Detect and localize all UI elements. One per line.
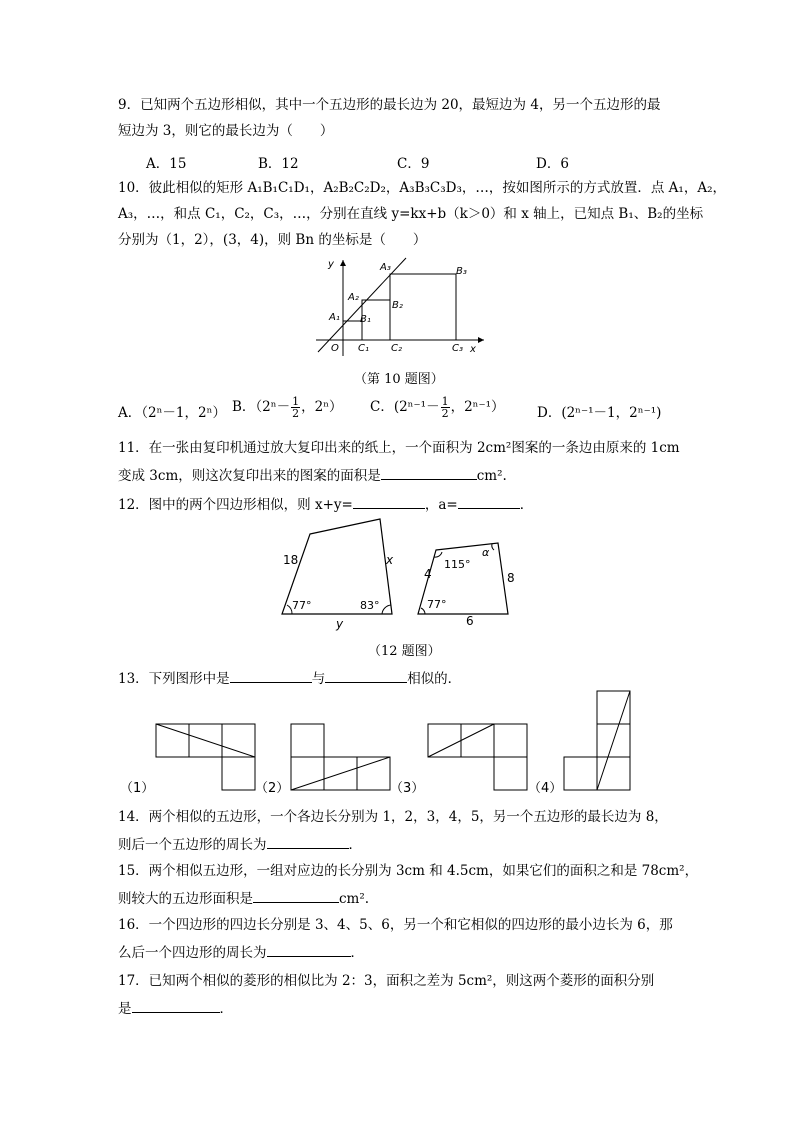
q12-pre: 12．图中的两个四边形相似，则 x+y= [118, 497, 353, 513]
q10-option-c [370, 395, 505, 419]
q10-caption: （第 10 题图） [354, 372, 444, 387]
q12-label-6: 6 [466, 614, 474, 628]
q17-line2 [118, 998, 233, 1018]
q13-mid: 与 [311, 671, 326, 687]
q13-label-2: （2） [255, 781, 290, 796]
q11-line2-pre: 变成 3cm，则这次复印出来的图案的面积是 [118, 468, 381, 484]
q15-line2-post: cm². [339, 891, 370, 907]
q10-line1: 10．彼此相似的矩形 A₁B₁C₁D₁，A₂B₂C₂D₂，A₃B₃C₃D₃，…，按如图所示的方式放置．点 A₁，A₂， [118, 180, 726, 196]
q15-line2-pre: 则较大的五边形面积是 [118, 891, 253, 907]
q12-label-18: 18 [283, 553, 299, 567]
q10-label-b2: B₂ [392, 300, 403, 311]
q12-post: ． [519, 497, 534, 513]
q12-label-4: 4 [424, 567, 432, 581]
q13-post: 相似的． [407, 671, 462, 687]
q13-first-blank[interactable] [230, 668, 312, 683]
q10-option-c-pre: C．(2ⁿ⁻¹－ [370, 399, 440, 415]
q13-line [118, 668, 461, 688]
q12-line [118, 494, 533, 514]
q9-option-c: C．9 [397, 156, 430, 172]
q10-option-c-denominator: 2 [441, 407, 449, 420]
q16-line2-pre: 么后一个四边形的周长为 [118, 945, 267, 961]
q11-line2 [118, 465, 507, 485]
q10-option-c-fraction [441, 396, 450, 419]
q9-line1: 9．已知两个五边形相似，其中一个五边形的最长边为 20，最短边为 4，另一个五边形的最 [118, 97, 661, 113]
q10-line3: 分别为（1，2），(3，4)，则 Bn 的坐标是（ ） [118, 232, 427, 248]
q10-option-b-numerator: 1 [292, 395, 300, 408]
q13-label-3: （3） [390, 781, 425, 796]
q14-line2-post: ． [348, 837, 362, 853]
q11-answer-blank[interactable] [381, 465, 477, 480]
q12-xy-blank[interactable] [353, 494, 425, 509]
q14-line1: 14．两个相似的五边形，一个各边长分别为 1，2，3，4，5，另一个五边形的最长边为 8， [118, 809, 668, 825]
q10-option-b-denominator: 2 [292, 407, 300, 420]
q10-option-b-fraction [291, 396, 300, 419]
q10-option-a: A．（2ⁿ－1，2ⁿ） [118, 405, 226, 421]
q10-option-b-pre: B．（2ⁿ－ [232, 399, 291, 415]
q10-option-d: D．(2ⁿ⁻¹－1，2ⁿ⁻¹) [537, 405, 662, 421]
q10-line2: A₃，…，和点 C₁，C₂，C₃，…，分别在直线 y=kx+b（k＞0）和 x 轴上，已知点 B₁、B₂的坐标 [118, 206, 704, 222]
q17-line2-post: ． [219, 1001, 233, 1017]
q10-label-c2: C₂ [391, 343, 402, 354]
q12-label-115: 115° [444, 558, 471, 571]
q12-label-83: 83° [360, 599, 380, 612]
q13-label-1: （1） [120, 781, 155, 796]
q12-label-y: y [336, 617, 344, 631]
q11-line1: 11．在一张由复印机通过放大复印出来的纸上，一个面积为 2cm²图案的一条边由原来的 1cm [118, 440, 680, 456]
q16-line2-post: ． [350, 945, 364, 961]
q17-line1: 17．已知两个相似的菱形的相似比为 2：3，面积之差为 5cm²，则这两个菱形的面积分别 [118, 973, 655, 989]
q10-label-c3: C₃ [452, 343, 463, 354]
q14-line2 [118, 834, 362, 854]
q16-line1: 16．一个四边形的四边长分别是 3、4、5、6，另一个和它相似的四边形的最小边长为 6，那 [118, 917, 673, 933]
q12-label-alpha: α [482, 546, 490, 559]
q9-option-b: B．12 [258, 156, 299, 172]
q11-line2-post: cm². [476, 468, 507, 484]
q16-line2 [118, 942, 364, 962]
q12-label-77-small: 77° [427, 598, 447, 611]
q12-a-blank[interactable] [458, 494, 520, 509]
q12-figure [270, 512, 520, 632]
q12-mid: ，a= [424, 497, 458, 513]
q17-answer-blank[interactable] [132, 998, 220, 1013]
q9-option-a: A．15 [146, 156, 187, 172]
q10-label-c1: C₁ [358, 343, 369, 354]
q16-answer-blank[interactable] [267, 942, 351, 957]
q10-figure [310, 254, 490, 360]
q10-option-c-post: ，2ⁿ⁻¹） [450, 399, 505, 415]
q10-label-b3: B₃ [456, 266, 467, 277]
q10-option-c-numerator: 1 [441, 395, 449, 408]
q9-line2: 短边为 3，则它的最长边为（ ） [118, 123, 334, 139]
q12-caption: （12 题图） [368, 644, 441, 659]
q15-line2 [118, 888, 369, 908]
q10-label-o: O [331, 343, 339, 354]
q13-figures [118, 688, 638, 798]
q13-pre: 13．下列图形中是 [118, 671, 230, 687]
q13-second-blank[interactable] [325, 668, 407, 683]
q14-answer-blank[interactable] [267, 834, 349, 849]
q10-label-b1: B₁ [360, 314, 371, 325]
q10-option-b [232, 395, 343, 419]
q10-label-y: y [328, 259, 334, 270]
q12-label-8: 8 [507, 571, 515, 585]
q14-line2-pre: 则后一个五边形的周长为 [118, 837, 267, 853]
q10-label-x: x [470, 344, 476, 355]
q10-label-a2: A₂ [348, 292, 359, 303]
q10-label-a1: A₁ [329, 312, 340, 323]
q12-label-77-large: 77° [292, 599, 312, 612]
q13-label-4: （4） [528, 781, 563, 796]
q9-option-d: D．6 [536, 156, 569, 172]
q12-label-x: x [386, 553, 394, 567]
q17-line2-pre: 是 [118, 1001, 132, 1017]
q10-label-a3: A₃ [380, 262, 391, 273]
q15-line1: 15．两个相似五边形，一组对应边的长分别为 3cm 和 4.5cm，如果它们的面积之和是 78cm²， [118, 863, 699, 879]
q10-option-b-post: ，2ⁿ） [301, 399, 343, 415]
q15-answer-blank[interactable] [253, 888, 339, 903]
